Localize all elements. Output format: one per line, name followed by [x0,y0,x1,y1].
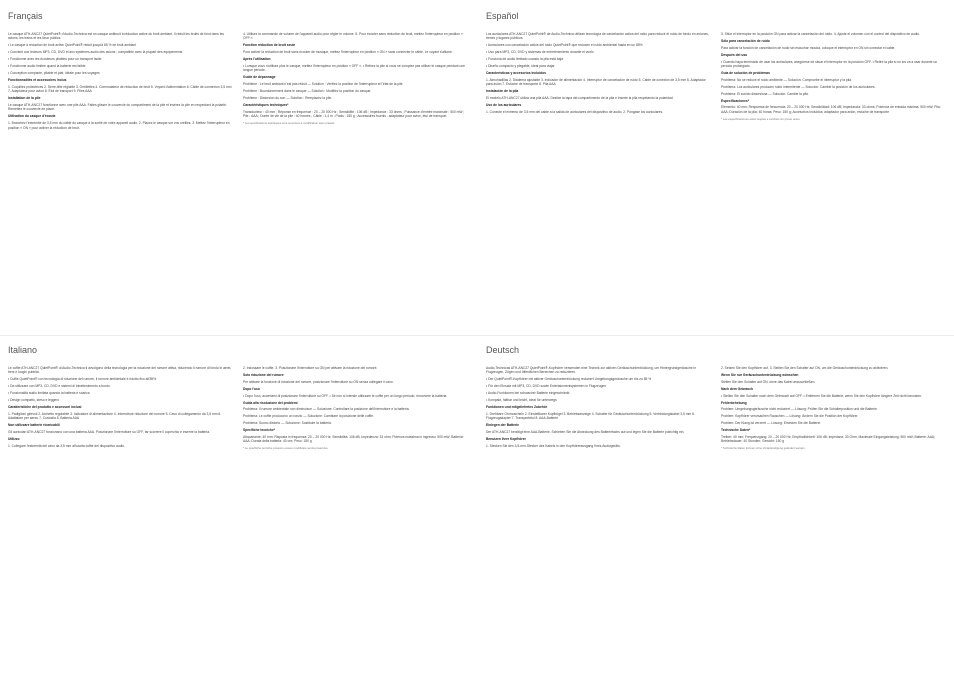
paragraph: Problem: Umgebungsgeräusche nicht reduziert — Lösung: Prüfen Sie die Schalterposition und die Batterie. [721,407,878,412]
section-heading: Después del uso [721,52,748,57]
paragraph: • Uso para MP3, CD, DVD y sistemas de entretenimiento durante el vuelo [486,50,594,55]
paragraph: Los auriculares ATH-ANC27 QuietPoint® de Audio-Technica utilizan tecnología de cancelación activa del ruido para reducir el ruido de fondo en aviones, trenes y lugares públicos. [486,32,709,41]
column-left [486,32,711,124]
paragraph: Per attivare la funzione di riduzione del rumore, posizionare l'interruttore su ON senza collegare il cavo. [243,379,394,384]
paragraph: Pour activer la réduction de bruit sans écouter de musique, mettez l'interrupteur en position « ON » sans connecter le câble. Le voyant s'allume. [243,50,453,55]
section-heading: Características y accesorios incluidos [486,70,546,75]
section-heading: Après l'utilisation [243,57,271,62]
language-heading: Español [486,11,519,21]
paragraph: 4. Utilisez la commande de volume de l'appareil audio pour régler le volume. 5. Pour écouter sans réduction de bruit, mettez l'interrupteur en position « OFF ». [243,32,463,41]
section-heading: Benutzen Ihrer Kopfhörer [486,436,526,441]
section-italian [8,342,468,672]
paragraph: • Diseño compacto y plegable, ideal para viajar [486,64,555,69]
paragraph: Le casque ATH-ANC27 QuietPoint® d'Audio-Technica est un casque antibruit à réduction active du bruit ambiant. Il réduit les bruits de fond dans les avions, les trains et les lieux publics. [8,32,224,41]
section-heading: Installation de la pile [8,96,41,101]
paragraph: Le casque ATH-ANC27 fonctionne avec une pile AAA. Faites glisser le couvercle du compartiment de la pile et insérez la pile en respectant la polarité. Remettez le couvercle en place. [8,102,227,112]
paragraph: El modelo ATH-ANC27 utiliza una pila AAA. Deslice la tapa del compartimento de la pila e inserte la pila respetando la polaridad. [486,96,674,101]
language-heading: Italiano [8,345,38,355]
paragraph: • Funciona de audio limitado cuando la pila está baja [486,57,564,62]
section-heading: Guía de solución de problemas [721,70,770,75]
paragraph: • Le casque à réduction de bruit active QuietPoint® réduit jusqu'à 85 % de bruit ambiant [8,43,137,48]
paragraph: Problème : Le bruit ambiant n'est pas réduit — Solution : Vérifiez la position de l'interrupteur et l'état de la pile. [243,82,404,87]
paragraph: • Funzionalità audio limitata quando la batteria è scarica [8,391,90,396]
section-heading: Wenn Sie nur Geräuschunterdrückung wünschen [721,372,799,377]
section-heading: Guida alla risoluzione dei problemi [243,400,298,405]
footnote: * Les spécifications techniques sont soumises à modification sans préavis. [243,121,336,126]
column-right [243,366,468,453]
section-french [8,8,468,338]
paragraph: 1. Conecte el extremo de 3,5 mm del cable a la salida de auriculares del dispositivo de audio. 2. Póngase los auriculares. [486,109,664,114]
paragraph: • Der QuietPoint®-Kopfhörer mit aktiver Geräuschunterdrückung reduziert Umgebungsgeräusche um bis zu 85 % [486,377,652,382]
section-heading: Dopo l'uso [243,386,260,391]
section-heading: Especificaciones* [721,98,750,103]
paragraph: Problème : Bourdonnement dans le casque — Solution : Modifiez la position du casque. [243,89,372,94]
section-heading: Funktionen und mitgeliefertes Zubehör [486,404,548,409]
paragraph: • Design compatto, steso e leggero [8,398,60,403]
paragraph: • Cuffie QuietPoint® con tecnologia di riduzione del rumore, il rumore ambientale è ridotto fino all'85% [8,377,157,382]
paragraph: 1. Coquilles protectrices 2. Serre-tête réglable 3. Oreillettes 4. Commutateur de réduction de bruit 5. Voyant d'alimentation 6. Câble de connexion 3,5 mm 7. Adaptateur pour avion 8. Étui de transport 9. Piles AAA [8,84,232,94]
column-right [243,32,468,133]
paragraph: • Fonctionne audio limitée quand la batterie est faible [8,64,86,69]
paragraph: 1. Stecken Sie den 3,5-mm-Stecker des Kabels in den Kopfhörerausgang Ihres Audiogeräts. [486,443,621,448]
column-left [486,366,711,453]
paragraph: Audio-Technicas ATH-ANC27 QuietPoint®-Kopfhörer verwenden eine Technik zur aktiven Geräuschunterdrückung, um Hintergrundgeräusche in Flugzeugen, Zügen und öffentlichen Bereichen zu reduzieren. [486,366,697,375]
section-spanish [486,8,946,338]
paragraph: Problema: El sonido distorsiona — Solución: Cambie la pila. [721,91,809,96]
section-heading: Technische Daten* [721,428,751,433]
paragraph: Problem: Kopfhörer verursachen Rauschen — Lösung: Ändern Sie die Position der Kopfhörer. [721,414,859,419]
paragraph: • Audio-Funktionen bei schwacher Batterie eingeschränkt [486,391,570,396]
paragraph: Problème : Distorsion du son — Solution : Remplacez la pile. [243,96,333,101]
paragraph: • Convient aux lecteurs MP3, CD, DVD et aux systèmes audio des avions ; compatible avec la plupart des équipements [8,50,183,55]
paragraph: Problem: Der Klang ist verzerrt — Lösung: Ersetzen Sie die Batterie. [721,421,822,426]
paragraph: 1. Almohadillas 2. Diadema ajustable 3. Indicador de alimentación 4. Interruptor de cancelación de ruido 5. Cable de conexión de 3,5 mm 6. Adaptador para avión 7. Estuche de transporte 8. Pila AAA [486,77,706,87]
paragraph: Problema: Suono distorto — Soluzione: Sostituire la batteria. [243,421,332,426]
section-heading: Uso de los auriculares [486,102,522,107]
column-left [8,366,233,453]
paragraph: • Auriculares con cancelación activa del ruido QuietPoint® que reducen el ruido ambiental hasta en un 85% [486,43,643,48]
section-heading: Sólo para cancelación de ruido [721,38,770,43]
section-heading: Non utilizzare batterie ricaricabili [8,423,60,428]
paragraph: Der ATH-ANC27 benötigt eine AAA-Batterie. Schieben Sie die Abdeckung des Batteriefachs auf und legen Sie die Batterie polrichtig ein. [486,430,685,435]
section-heading: Utilizzo [8,436,20,441]
column-left [8,32,233,133]
paragraph: • Kompakt, faltbar und leicht, ideal für unterwegs [486,398,557,403]
paragraph: 1. Drehbare Ohrmuscheln 2. Einstellbarer Kopfbügel 3. Betriebsanzeige 4. Schalter für Geräuschunterdrückung 5. Verbindungskabel 3,5 mm 6. Flugzeugadapter 7. Transportetui 8. AAA-Batterie [486,411,695,421]
section-heading: Utilisation du casque d'écoute [8,114,56,119]
page-divider [0,335,954,336]
paragraph: Problema: Le cuffie producono un ronzio — Soluzione: Cambiare la posizione delle cuffie. [243,414,374,419]
column-right [721,366,946,453]
footnote: * Technische Daten können ohne Vorankündigung geändert werden. [721,446,806,451]
paragraph: • Da utilizzare con MP3, CD, DVD e sistemi di intrattenimento a bordo [8,384,110,389]
paragraph: Elemento: 40 mm; Respuesta de frecuencia: 20 – 20 000 Hz; Sensibilidad: 106 dB; Impedancia: 33 ohms; Potencia de entrada máxima: 500 mW; Pila: AAA; Duración de la pila: 40 horas; Peso: 150 g; Accesorios incluidos: adaptador para avión, estuche de transporte [721,105,941,114]
paragraph: 1. Branchez l'extrémité de 3,5 mm du câble du casque à la sortie de votre appareil audio. 2. Placez le casque sur vos oreilles. 3. Mettez l'interrupteur en position « ON » pour activer la réduction de bruit. [8,121,230,130]
section-german [486,342,946,672]
paragraph: Le cuffie ATH-ANC27 QuietPoint® di Audio-Technica ti avvolgono della tecnologia per la riduzione del rumore attiva, riducendo il rumore di fondo in aerei, treni e luoghi pubblici. [8,366,232,375]
section-heading: Fonctionnalités et accessoires inclus [8,77,67,82]
footnote: * Las especificaciones están sujetas a cambios sin previo aviso. [721,116,801,121]
paragraph: 3. Sitúe el interruptor en la posición ON para activar la cancelación del ruido. 4. Ajuste el volumen con el control del dispositivo de audio. [721,32,921,36]
paragraph: • Stellen Sie den Schalter nach dem Gebrauch auf OFF. • Entfernen Sie die Batterie, wenn Sie den Kopfhörer längere Zeit nicht benutzen. [721,393,922,398]
paragraph: • Conception compacte, pliable et plat, idéale pour les voyages [8,70,100,75]
paragraph: 1. Collegare l'estremità del cavo da 3,5 mm all'uscita cuffie del dispositivo audio. [8,443,126,448]
paragraph: Gli auricolari ATH-ANC27 funzionano con una batteria AAA. Posizionare l'interruttore su OFF, far scorrere il coperchio e inserire la batteria. [8,430,210,435]
paragraph: • Fonctionne avec les écouteurs pliables pour un transport facile [8,57,102,62]
paragraph: Stellen Sie den Schalter auf ON, ohne das Kabel anzuschließen. [721,379,816,384]
paragraph: Treiber: 40 mm; Frequenzgang: 20 – 20 000 Hz; Empfindlichkeit: 106 dB; Impedanz: 33 Ohm; Maximale Eingangsleistung: 500 mW; Batterie: AAA; Betriebsdauer: 40 Stunden; Gewicht: 150 g [721,435,936,444]
paragraph: • Für den Einsatz mit MP3, CD, DVD sowie Entertainmentsystemen in Flugzeugen [486,384,607,389]
paragraph: • Lorsque vous n'utilisez plus le casque, mettez l'interrupteur en position « OFF ». • Retirez la pile si vous ne comptez pas utiliser le casque pendant une longue période. [243,64,466,73]
section-heading: Guide de dépannage [243,75,276,80]
paragraph: Altoparlante: 40 mm; Risposta in frequenza: 20 – 20 000 Hz; Sensibilità: 106 dB; Impedenza: 33 ohm; Potenza massima in ingresso: 500 mW; Batteria: AAA; Durata della batteria: 40 ore; Peso: 150 g [243,435,464,444]
section-heading: Nach dem Gebrauch [721,386,754,391]
footnote: * Le specifiche tecniche possono essere modificate senza preavviso. [243,446,329,451]
paragraph: 2. Setzen Sie den Kopfhörer auf. 3. Stellen Sie den Schalter auf ON, um die Geräuschunterdrückung zu aktivieren. [721,366,889,370]
section-heading: Solo riduzione del rumore [243,372,284,377]
paragraph: 2. Indossare le cuffie. 3. Posizionare l'interruttore su ON per attivare la riduzione del rumore. [243,366,378,370]
section-heading: Caractéristiques techniques* [243,102,289,107]
paragraph: • Dopo l'uso, accertarsi di posizionare l'interruttore su OFF. • Se non si intende utilizzare le cuffie per un lungo periodo, rimuovere la batteria. [243,393,448,398]
section-heading: Caratteristiche del prodotto e accessori inclusi [8,404,82,409]
section-heading: Instalación de la pila [486,89,519,94]
section-heading: Fonction réduction de bruit seule [243,43,296,48]
section-heading: Fehlerbehebung [721,400,747,405]
paragraph: Problema: Il rumore ambientale non diminuisce — Soluzione: Controllare la posizione dell'interruttore e la batteria. [243,407,410,412]
paragraph: Para activar la función de cancelación de ruido sin escuchar música, coloque el interruptor en ON sin conectar el cable. [721,45,896,50]
language-heading: Deutsch [486,345,520,355]
column-right [721,32,946,124]
paragraph: Problema: No se reduce el ruido ambiente — Solución: Compruebe el interruptor y la pila. [721,77,853,82]
language-heading: Français [8,11,43,21]
paragraph: 1. Padiglioni girevoli 2. Archetto regolabile 3. Indicatore di alimentazione 4. Interruttore riduzione del rumore 5. Cavo di collegamento da 3,5 mm 6. Adattatore per aereo 7. Custodia 8. Batteria AAA [8,411,222,421]
section-heading: Einlegen der Batterie [486,423,519,428]
section-heading: Specifiche tecniche* [243,428,276,433]
paragraph: • Cuando haya terminado de usar los auriculares, asegúrese de situar el interruptor en la posición OFF. • Retire la pila si no los va a usar durante un período prolongado. [721,59,938,69]
paragraph: Problema: Los auriculares producen ruido intermitente — Solución: Cambie la posición de los auriculares. [721,84,876,89]
paragraph: Transducteur : 40 mm ; Réponse en fréquence : 20 – 20 000 Hz ; Sensibilité : 106 dB ; Impédance : 33 ohms ; Puissance d'entrée maximale : 500 mW ; Pile : AAA ; Durée de vie de la pile : 40 heures ; Câble : 1,4 m ; Poids : 150 g ; Accessoires fournis : adaptateur pour avion, étui de transport [243,109,465,119]
